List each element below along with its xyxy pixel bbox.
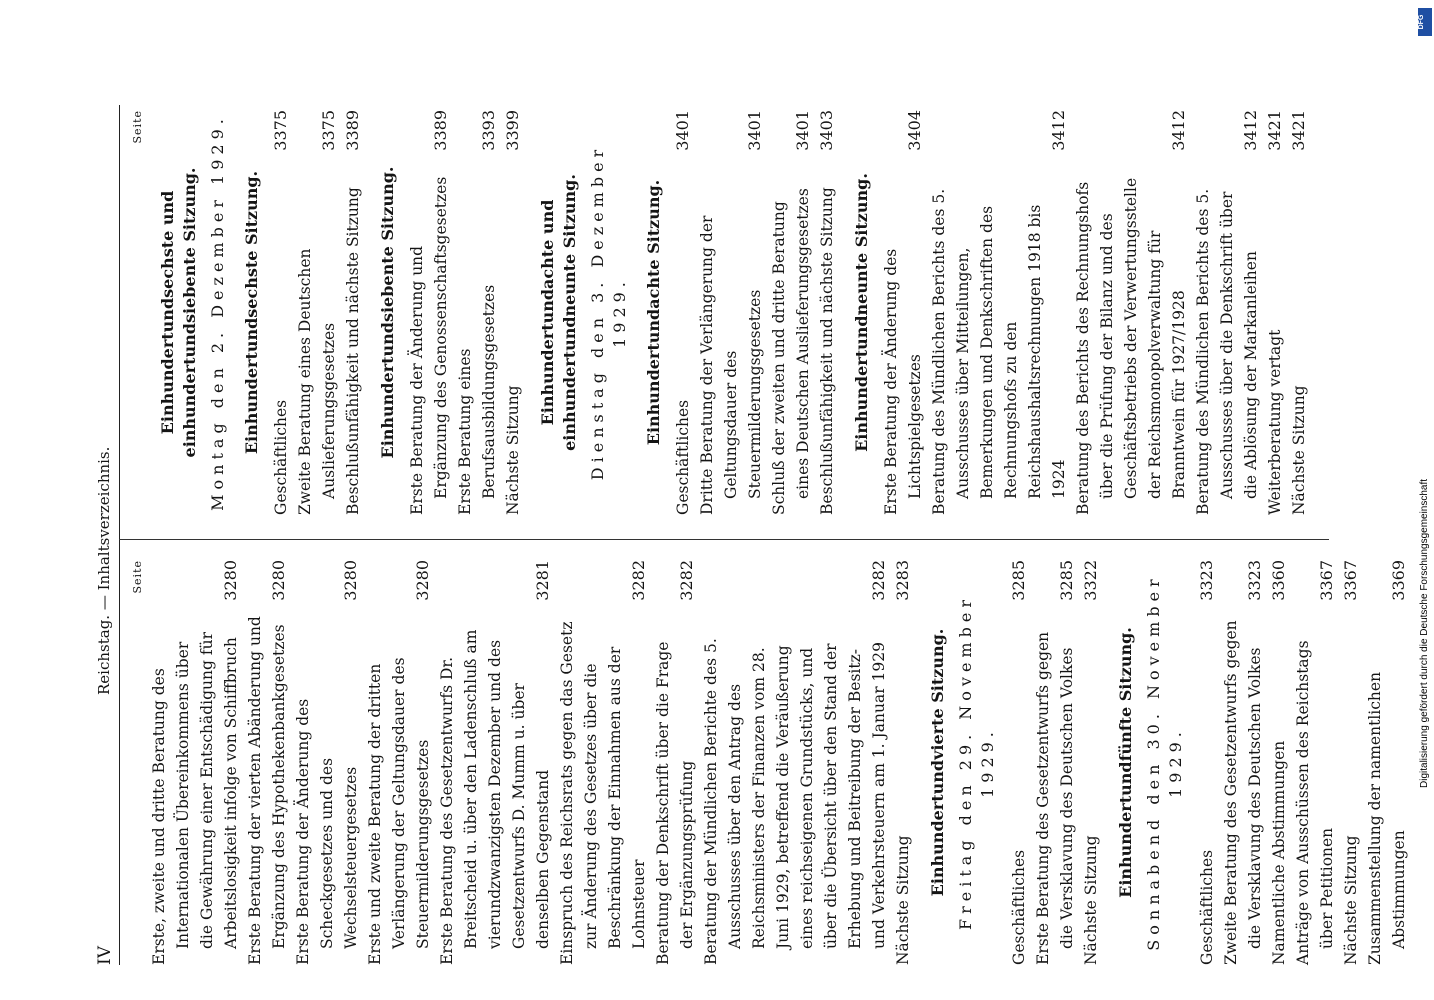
index-entry bbox=[671, 110, 695, 515]
seite-label: Seite bbox=[131, 110, 144, 144]
index-entry bbox=[1195, 560, 1219, 965]
seite-label: Seite bbox=[131, 560, 144, 594]
entry-title: Geschäftliches bbox=[1198, 849, 1216, 965]
entry-page-number: 3282 bbox=[869, 560, 888, 601]
index-entry bbox=[695, 110, 767, 515]
entry-page-number: 3369 bbox=[1389, 560, 1408, 601]
index-entry bbox=[699, 560, 891, 965]
entry-title: Namentliche Abstimmungen bbox=[1270, 740, 1288, 965]
index-entry bbox=[269, 110, 293, 515]
entry-page-number: 3367 bbox=[1317, 560, 1336, 601]
index-entry bbox=[1339, 560, 1363, 965]
entry-page-number: 3404 bbox=[905, 110, 924, 151]
entry-page-number: 3281 bbox=[533, 560, 552, 601]
entry-title: Anträge von Ausschüssen des Reichstags über Petitionen bbox=[1294, 640, 1336, 965]
entry-title: Schluß der zweiten und dritte Beratung eines Deutschen Auslieferungsgesetzes bbox=[770, 188, 812, 515]
entry-title: Zusammenstellung der namentlichen Abstimmungen bbox=[1366, 671, 1408, 965]
entry-page-number: 3282 bbox=[629, 560, 648, 601]
entry-title: Beratung des Mündlichen Berichts des 5. Ausschusses über Mitteilungen, Bemerkungen und Denkschriften des Rechnungshofs zu den Reichshaushaltsrechnungen 1918 bis 1924 bbox=[930, 188, 1068, 515]
entry-page-number: 3412 bbox=[1169, 110, 1188, 151]
entry-page-number: 3393 bbox=[479, 110, 498, 151]
entry-title: Nächste Sitzung bbox=[894, 835, 912, 965]
entry-page-number: 3285 bbox=[1057, 560, 1076, 601]
entry-page-number: 3283 bbox=[893, 560, 912, 601]
entry-title: Erste Beratung eines Berufsausbildungsgesetzes bbox=[456, 284, 498, 515]
entry-title: Erste und zweite Beratung der dritten Verlängerung der Geltungsdauer des Steuermilderungsgesetzes bbox=[366, 657, 432, 965]
index-entry bbox=[1363, 560, 1411, 965]
index-entry bbox=[435, 560, 555, 965]
page-number: IV bbox=[95, 946, 115, 965]
index-entry bbox=[1291, 560, 1339, 965]
entry-title: Geschäftliches bbox=[272, 399, 290, 515]
entry-title: Erste Beratung der Änderung und Ergänzung des Genossenschaftsgesetzes bbox=[408, 176, 450, 515]
entry-title: Zweite Beratung eines Deutschen Auslieferungsgesetzes bbox=[296, 248, 338, 515]
entry-page-number: 3375 bbox=[271, 110, 290, 151]
session-heading: Einhundertundneunte Sitzung. bbox=[852, 173, 871, 452]
index-entry bbox=[1219, 560, 1267, 965]
index-entry bbox=[291, 560, 363, 965]
column-divider bbox=[119, 539, 1329, 540]
entry-title: Erste Beratung des Gesetzentwurfs gegen die Versklavung des Deutschen Volkes bbox=[1034, 631, 1076, 965]
index-entry bbox=[1071, 110, 1191, 515]
entry-title: Beschlußunfähigkeit und nächste Sitzung bbox=[818, 187, 836, 515]
entry-page-number: 3403 bbox=[817, 110, 836, 151]
entry-title: Erste Beratung der Änderung des Lichtspielgesetzes bbox=[882, 248, 924, 515]
session-date: Sonnabend den 30. November 1929. bbox=[1144, 574, 1185, 951]
entry-page-number: 3401 bbox=[793, 110, 812, 151]
entry-page-number: 3280 bbox=[221, 560, 240, 601]
entry-page-number: 3367 bbox=[1341, 560, 1360, 601]
session-heading: Einhundertundachte Sitzung. bbox=[644, 179, 663, 446]
index-entry bbox=[405, 110, 453, 515]
entry-page-number: 3399 bbox=[503, 110, 522, 151]
entry-page-number: 3323 bbox=[1245, 560, 1264, 601]
index-entry bbox=[1267, 560, 1291, 965]
entry-title: Beratung des Mündlichen Berichts des 5. Ausschusses über die Denkschrift über die Ablösung der Markanleihen bbox=[1194, 188, 1260, 515]
entry-page-number: 3280 bbox=[413, 560, 432, 601]
index-entry bbox=[1191, 110, 1263, 515]
entry-page-number: 3360 bbox=[1269, 560, 1288, 601]
index-entry bbox=[1031, 560, 1079, 965]
dfg-funding-note bbox=[1419, 8, 1432, 788]
entry-page-number: 3280 bbox=[269, 560, 288, 601]
dfg-logo-label: DFG bbox=[1418, 14, 1425, 30]
index-entry bbox=[293, 110, 341, 515]
index-entry bbox=[1287, 110, 1311, 515]
entry-title: Beratung der Mündlichen Berichte des 5. Ausschusses über den Antrag des Reichsministers der Finanzen vom 28. Juni 1929, betreffend die Veräußerung eines reichseigenen Grundstücks, und über die Übersicht über den Stand der Erhebung und Beitreibung der Besitz- und Verkehrsteuern am 1. Januar 1929 bbox=[702, 638, 888, 965]
funding-text: Digitalisierung gefördert durch die Deutsche Forschungsgemeinschaft bbox=[1419, 478, 1430, 788]
header-rule bbox=[119, 105, 120, 965]
index-entry bbox=[927, 110, 1071, 515]
index-entry bbox=[651, 560, 699, 965]
entry-title: Geschäftliches bbox=[1010, 849, 1028, 965]
entry-page-number: 3401 bbox=[745, 110, 764, 151]
session-heading: Einhundertundsechste Sitzung. bbox=[242, 170, 261, 455]
index-entry bbox=[891, 560, 915, 965]
index-entry bbox=[147, 560, 243, 965]
entry-title: Einspruch des Reichsrats gegen das Gesetz zur Änderung des Gesetzes über die Beschränkung der Einnahmen aus der Lohnsteuer bbox=[558, 621, 648, 965]
entry-title: Nächste Sitzung bbox=[1082, 835, 1100, 965]
index-entry bbox=[879, 110, 927, 515]
index-entry bbox=[363, 560, 435, 965]
entry-page-number: 3401 bbox=[673, 110, 692, 151]
index-entry bbox=[815, 110, 839, 515]
entry-title: Beratung des Berichts des Rechnungshofs über die Prüfung der Bilanz und des Geschäftsbetriebs der Verwertungsstelle der Reichsmonopolverwaltung für Branntwein für 1927/1928 bbox=[1074, 177, 1188, 515]
index-entry bbox=[453, 110, 501, 515]
entry-title: Geschäftliches bbox=[674, 399, 692, 515]
entry-title: Erste Beratung der Änderung des Scheckgesetzes und des Wechselsteuergesetzes bbox=[294, 698, 360, 965]
index-entry bbox=[1007, 560, 1031, 965]
entry-page-number: 3421 bbox=[1289, 110, 1308, 151]
right-column bbox=[131, 110, 1311, 515]
session-date: Freitag den 29. November 1929. bbox=[956, 595, 997, 930]
entry-page-number: 3389 bbox=[343, 110, 362, 151]
entry-page-number: 3412 bbox=[1241, 110, 1260, 151]
entry-title: Zweite Beratung des Gesetzentwurfs gegen die Versklavung des Deutschen Volkes bbox=[1222, 620, 1264, 965]
entry-title: Beratung der Denkschrift über die Frage der Ergänzungsprüfung bbox=[654, 641, 696, 965]
entry-page-number: 3323 bbox=[1197, 560, 1216, 601]
entry-page-number: 3375 bbox=[319, 110, 338, 151]
rotated-index-page bbox=[95, 105, 1408, 965]
page-header bbox=[95, 105, 121, 965]
dfg-logo bbox=[1418, 8, 1432, 36]
entry-page-number: 3280 bbox=[341, 560, 360, 601]
entry-page-number: 3412 bbox=[1049, 110, 1068, 151]
session-heading: Einhundertundachte und einhundertundneunte Sitzung. bbox=[538, 174, 579, 451]
index-entry bbox=[1079, 560, 1103, 965]
entry-title: Erste Beratung des Gesetzentwurfs Dr. Breitscheid u. über den Ladenschluß am vierundzwanzigsten Dezember und des Gesetzentwurfs D. Mumm u. über denselben Gegenstand bbox=[438, 629, 552, 965]
entry-page-number: 3389 bbox=[431, 110, 450, 151]
session-heading: Einhundertundsiebente Sitzung. bbox=[378, 166, 397, 459]
left-column bbox=[131, 560, 1411, 965]
session-heading: Einhundertundfünfte Sitzung. bbox=[1116, 627, 1135, 898]
entry-title: Erste Beratung der vierten Abänderung und Ergänzung des Hypothekenbankgesetzes bbox=[246, 616, 288, 965]
index-entry bbox=[767, 110, 815, 515]
entry-title: Erste, zweite und dritte Beratung des Internationalen Übereinkommens über die Gewährung einer Entschädigung für Arbeitslosigkeit infolge von Schiffbruch bbox=[150, 631, 240, 965]
entry-page-number: 3285 bbox=[1009, 560, 1028, 601]
session-date: Dienstag den 3. Dezember 1929. bbox=[588, 144, 629, 481]
entry-title: Dritte Beratung der Verlängerung der Geltungsdauer des Steuermilderungsgesetzes bbox=[698, 215, 764, 515]
entry-title: Weiterberatung vertagt bbox=[1266, 329, 1284, 515]
index-entry bbox=[555, 560, 651, 965]
index-entry bbox=[1263, 110, 1287, 515]
index-entry bbox=[501, 110, 525, 515]
entry-page-number: 3282 bbox=[677, 560, 696, 601]
running-title: Reichstag. — Inhaltsverzeichnis. bbox=[95, 446, 113, 695]
entry-page-number: 3322 bbox=[1081, 560, 1100, 601]
entry-title: Nächste Sitzung bbox=[1342, 835, 1360, 965]
session-heading: Einhundertundvierte Sitzung. bbox=[928, 628, 947, 897]
entry-title: Nächste Sitzung bbox=[1290, 385, 1308, 515]
session-heading: Einhundertundsechste und einhundertundsiebente Sitzung. bbox=[158, 167, 199, 458]
entry-page-number: 3421 bbox=[1265, 110, 1284, 151]
session-date: Montag den 2. Dezember 1929. bbox=[208, 114, 227, 511]
entry-title: Nächste Sitzung bbox=[504, 385, 522, 515]
entry-title: Beschlußunfähigkeit und nächste Sitzung bbox=[344, 187, 362, 515]
index-entry bbox=[341, 110, 365, 515]
index-entry bbox=[243, 560, 291, 965]
